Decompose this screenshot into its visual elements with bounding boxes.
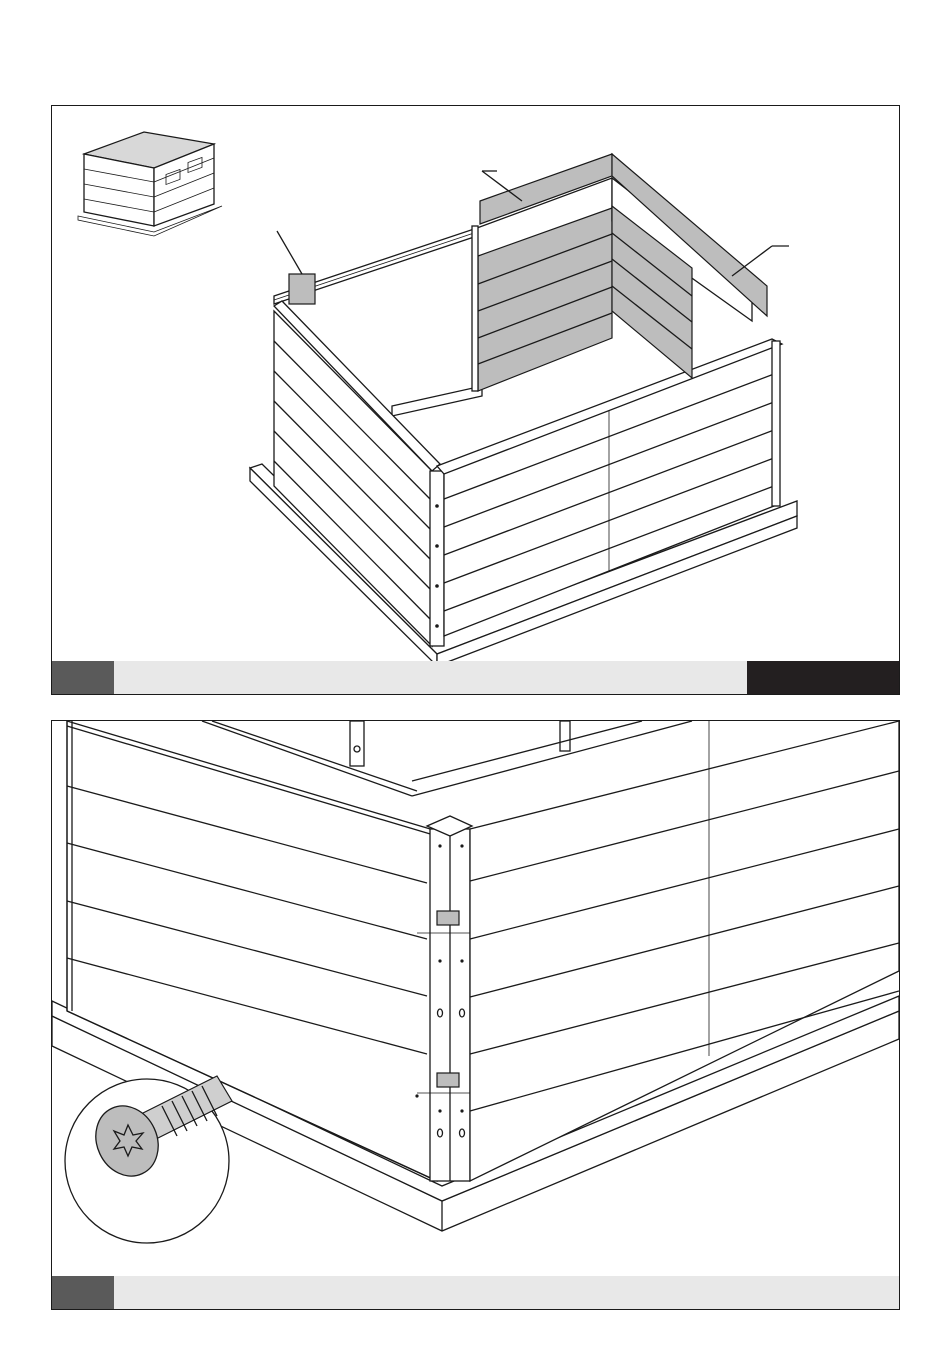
step-number-block-bottom	[52, 1276, 114, 1309]
step-panel-top	[51, 105, 900, 695]
back-grey-panel	[472, 154, 612, 391]
step-footer-bar-bottom	[52, 1276, 899, 1309]
corner-post	[430, 471, 444, 646]
parts-count-block	[747, 661, 899, 694]
shed-thumbnail	[78, 132, 222, 236]
corner-bracket-lower	[437, 1073, 459, 1087]
corner-bracket-upper	[437, 911, 459, 925]
callout-leader-1	[277, 231, 302, 274]
screw-detail-callout	[65, 1076, 232, 1243]
assembly-illustration-top	[52, 106, 899, 694]
corner-bracket-part	[289, 274, 315, 304]
assembly-illustration-bottom	[52, 721, 899, 1309]
step-panel-bottom	[51, 720, 900, 1310]
step-number-block	[52, 661, 114, 694]
